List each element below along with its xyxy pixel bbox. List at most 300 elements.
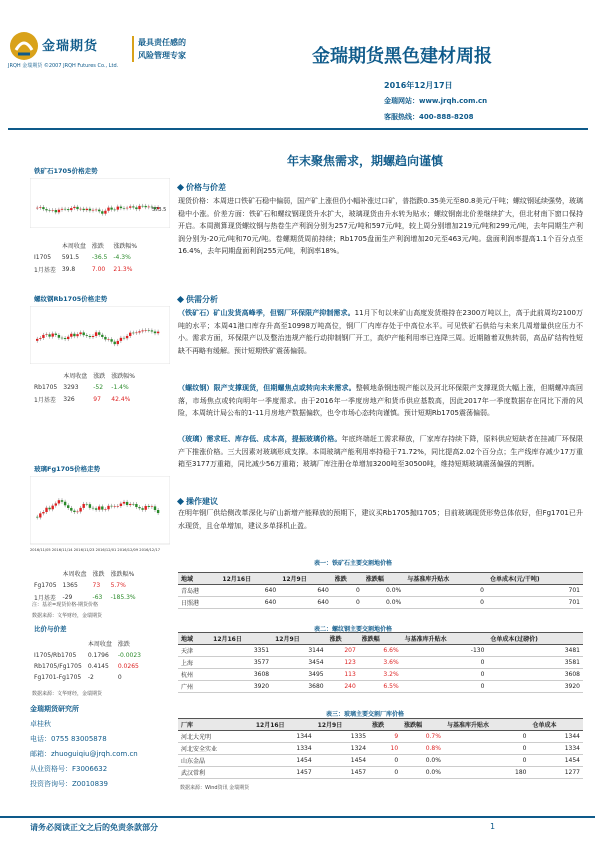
candle-body (61, 500, 63, 502)
candle-body (64, 338, 66, 339)
col-header: 涨跌 (327, 633, 359, 645)
candle-body (83, 209, 85, 210)
main-title: 年末聚焦需求，期螺趋向谨慎 (287, 154, 444, 168)
row-label: I1705 (34, 254, 52, 261)
candle-body (120, 338, 122, 341)
cell: 3.6% (359, 657, 402, 669)
supply-glass-paragraph (178, 433, 583, 471)
cell: 123 (327, 657, 359, 669)
cell: 1457 (253, 767, 315, 779)
table-row (178, 669, 583, 681)
col-header: 12月16日 (219, 573, 279, 585)
cell: 3.2% (359, 669, 402, 681)
cell: -130 (402, 645, 488, 657)
candle-body (138, 206, 140, 209)
change-value: 0.0265 (117, 663, 139, 670)
candle-body (104, 337, 106, 340)
close-value: 326 (63, 396, 75, 403)
row-label: I1705/Rb1705 (34, 652, 77, 659)
slogan-line-2: 风险管理专家 (138, 51, 186, 60)
logo-name: 金瑞期货 (42, 39, 99, 54)
candle-body (67, 209, 69, 210)
advisory-number: 投资咨询号：Z0010839 (30, 780, 108, 788)
candle-body (83, 332, 85, 335)
candle-body (48, 334, 50, 336)
candle-body (45, 334, 47, 335)
cell: 3920 (210, 681, 272, 693)
candle-body (126, 502, 128, 505)
cell: 山东金晶 (178, 755, 253, 767)
col-header: 涨跌幅 (401, 719, 444, 731)
table-row (178, 597, 583, 609)
section-supply-heading (178, 294, 218, 305)
cell: 3608 (487, 669, 583, 681)
candle-body (132, 504, 134, 505)
candle-body (141, 508, 143, 510)
cell: 1324 (315, 743, 369, 755)
candle-body (148, 330, 150, 331)
table-row (32, 383, 137, 392)
glass-lead: （玻璃）需求旺、库存低、成本高，提振玻璃价格。 (178, 435, 342, 443)
candle-body (36, 208, 38, 209)
cell: 天津 (178, 645, 210, 657)
candle-body (138, 507, 140, 508)
candle-body (58, 210, 60, 213)
candle-body (138, 331, 140, 332)
row-label: 1月基差 (34, 595, 56, 602)
candle-body (48, 508, 50, 510)
section-ops-title: 操作建议 (186, 497, 218, 506)
cell: 113 (327, 669, 359, 681)
table-row (32, 662, 143, 671)
candle-body (154, 506, 156, 510)
cell: 3144 (272, 645, 327, 657)
candle-body (55, 334, 57, 335)
col-header: 本周收盘 (87, 641, 112, 648)
ore-candlestick-chart (30, 178, 170, 228)
table-header-row (178, 633, 583, 645)
table-row (32, 651, 143, 660)
candle-body (89, 336, 91, 337)
candle-body (42, 207, 44, 209)
candle-body (145, 330, 147, 331)
col-header: 与基准库升贴水 (404, 573, 487, 585)
col-header: 厂库 (178, 719, 253, 731)
cell: 640 (219, 585, 279, 597)
logo-mark-icon (8, 30, 40, 62)
change-value: 0 (117, 674, 122, 681)
candle-body (79, 209, 81, 210)
cell: 1277 (529, 767, 583, 779)
glass-summary-table (30, 566, 140, 605)
change-value: -0.0023 (117, 652, 141, 659)
ore-text: 11月下旬以来矿山高度发货维持在2300万吨以上，高于此前周均2100万吨的水平；本周41港口库存升高至10998万吨高位，钢厂厂内库存处于中高位水平。可见铁矿石供给与未来几周增量供应压力不小。需求方面，环保限产以及整治违规产能行动抑制钢厂开工，高炉产能利用率已连降三周。近期随着双焦转弱，高品矿结构性短缺不再略有缓解。预计短期铁矿震荡偏弱。 (178, 309, 584, 355)
candle-body (110, 339, 112, 341)
cell: 3454 (272, 657, 327, 669)
pct-value: -185.3% (110, 594, 136, 601)
candle-body (154, 332, 156, 334)
cell: 0 (404, 585, 487, 597)
candle-body (141, 330, 143, 331)
candle-body (92, 508, 94, 509)
candle-body (52, 506, 54, 510)
change-value: -36.5 (91, 254, 108, 261)
rebar-price-table (178, 632, 583, 693)
rebar-price-chart (30, 306, 170, 364)
col-header: 地域 (178, 573, 219, 585)
table-header-row (32, 240, 139, 251)
glass-candlestick-chart (30, 476, 170, 552)
candle-body (129, 504, 131, 505)
cell: 3481 (487, 645, 583, 657)
candle-body (61, 209, 63, 210)
candle-body (98, 210, 100, 212)
close-value: 39.8 (61, 266, 76, 273)
col-header: 12月16日 (253, 719, 315, 731)
candle-body (117, 506, 119, 507)
row-label: Rb1705/Fg1705 (34, 663, 82, 670)
candle-body (76, 512, 78, 513)
cell: 640 (279, 597, 332, 609)
candle-body (70, 334, 72, 337)
close-value: 0.1796 (87, 652, 109, 659)
cell: 广州 (178, 681, 210, 693)
table-row (178, 755, 583, 767)
pct-value: 21.3% (113, 266, 133, 273)
candle-body (129, 333, 131, 336)
rebar-lead: （螺纹钢）限产支撑现货，但期螺焦点或转向未来需求。 (178, 384, 356, 392)
candle-body (95, 508, 97, 509)
section-price-title: 价格与价差 (186, 183, 226, 192)
cell: 3608 (210, 669, 272, 681)
candle-body (89, 209, 91, 211)
candle-body (79, 332, 81, 334)
candle-body (123, 208, 125, 209)
slogan-divider (132, 36, 134, 62)
col-header: 涨跌幅 (363, 573, 404, 585)
cell: 3495 (272, 669, 327, 681)
candle-body (132, 206, 134, 207)
col-header: 12月16日 (210, 633, 272, 645)
candle-body (42, 512, 44, 513)
col-header: 涨跌 (91, 243, 104, 250)
close-value: 1365 (62, 582, 78, 589)
table-header-row (32, 568, 138, 579)
col-header: 涨跌幅% (111, 373, 135, 380)
rebar-candlestick-chart (30, 306, 170, 364)
supply-ore-paragraph (178, 307, 583, 357)
col-header: 涨跌 (117, 641, 130, 648)
row-label: Rb1705 (34, 384, 58, 391)
candle-body (120, 207, 122, 209)
bullet-icon (177, 296, 184, 303)
candle-body (148, 506, 150, 507)
candle-body (64, 502, 66, 506)
cell: 1454 (253, 755, 315, 767)
candle-body (36, 339, 38, 341)
candle-body (107, 208, 109, 211)
candle-body (123, 502, 125, 504)
candle-body (145, 206, 147, 207)
cell: 0 (402, 681, 488, 693)
close-value: 3293 (63, 384, 79, 391)
candle-body (45, 209, 47, 210)
table-row (178, 681, 583, 693)
candle-body (70, 508, 72, 511)
candle-body (148, 207, 150, 208)
candle-body (39, 207, 41, 208)
ore-summary-table (30, 238, 141, 277)
basis-note: 注：基差=现货价格-期货价格 (32, 602, 98, 608)
col-header: 涨跌幅% (110, 571, 135, 578)
candle-body (76, 334, 78, 336)
col-header: 仓单成本 (529, 719, 583, 731)
ore-chart-title: 铁矿石1705价格走势 (34, 167, 98, 175)
cell: 640 (219, 597, 279, 609)
website-link[interactable]: 金瑞网站：www.jrqh.com.cn (384, 97, 488, 105)
col-header: 涨跌 (93, 373, 106, 380)
cell: 0 (332, 597, 363, 609)
cell: 3577 (210, 657, 272, 669)
cell: 0.0% (363, 585, 404, 597)
col-header: 与基准库升贴水 (444, 719, 530, 731)
col-header: 涨跌 (92, 571, 105, 578)
candle-body (42, 335, 44, 338)
section-ops-heading (178, 496, 218, 507)
table3-caption: 表三：玻璃主要交割厂库价格 (326, 711, 405, 718)
candle-body (39, 338, 41, 339)
section-price-text: 现货价格：本周进口铁矿石稳中偏弱，国产矿上涨但仍小幅补涨过口矿，普指跌0.35美元至80.8美元/干吨；螺纹钢延续强势，玻璃稳中小涨。价差方面：铁矿石和螺纹钢现货升水扩大，玻璃现货由升水转为贴水；螺纹钢南北价差继续扩大，但北材南下窗口保持开启。本周测算现货螺纹钢与热卷生产利润分别为257元/吨和597元/吨，较上周分别增加219元/吨和299元/吨，去年同期生产利润分别为-20元/吨和70元/吨。卷螺期货周前持续；Rb1705盘面生产利润增加20元至463元/吨。盘面利润率提高1.1个百分点至16.4%，去年同期盘面利润255元/吨，利润率18%。 (178, 197, 583, 256)
table-row (32, 394, 137, 405)
candle-body (104, 211, 106, 214)
cell: 10 (369, 743, 401, 755)
table-row (178, 657, 583, 669)
pct-value: 42.4% (111, 396, 131, 403)
cell: 青岛港 (178, 585, 219, 597)
col-header: 本周收盘 (61, 243, 86, 250)
table-row (178, 645, 583, 657)
cell: 日照港 (178, 597, 219, 609)
candle-body (135, 207, 137, 209)
col-header: 12月9日 (315, 719, 369, 731)
cell: 上海 (178, 657, 210, 669)
candle-body (135, 504, 137, 507)
bullet-icon (177, 184, 184, 191)
col-header: 与基准库升贴水 (402, 633, 488, 645)
rebar-chart-title: 螺纹钢Rb1705价格走势 (34, 295, 108, 303)
row-label: Fg1705 (34, 582, 57, 589)
close-value: 591.5 (61, 254, 80, 261)
bullet-icon (177, 498, 184, 505)
candle-body (101, 335, 103, 337)
candle-body (101, 211, 103, 213)
analyst-email[interactable]: 邮箱：zhuoguiqiu@jrqh.com.cn (30, 750, 138, 758)
cell: 6.6% (359, 645, 402, 657)
candle-body (86, 209, 88, 210)
cell: 0 (444, 743, 530, 755)
research-org: 金瑞期货研究所 (30, 705, 79, 713)
table-row (178, 731, 583, 743)
supply-rebar-paragraph (178, 382, 583, 420)
change-value: -63 (92, 594, 103, 601)
ratio-source: 数据来源：文华财经，金瑞期货 (32, 691, 103, 697)
cell: 1334 (529, 743, 583, 755)
candle-body (92, 336, 94, 337)
glass-text: 年底终端赶工需求释放，厂家库存持续下降，原料供应短缺者在挂减厂环保限产下推涨价格。三大因素对玻璃形成支撑。本周玻璃产能利用率持稳于71.72%，同比提高2.02个百分点；生产线库存减少17万重箱至3177万重箱，同比减少56万重箱；玻璃厂库注册仓单增加3200吨至30500吨，维持短期玻璃震荡偏强的判断。 (178, 435, 584, 469)
ore-price-table (178, 572, 583, 609)
col-header: 本周收盘 (62, 571, 87, 578)
cell: 0 (402, 657, 488, 669)
table-header-row (178, 719, 583, 731)
change-value: -52 (93, 384, 104, 391)
cell: 0 (369, 767, 401, 779)
cell: 0 (404, 597, 487, 609)
ratio-table (30, 636, 145, 684)
table-row (178, 585, 583, 597)
slogan-line-1: 最具责任感的 (138, 38, 186, 47)
cell: 1454 (315, 755, 369, 767)
page-number: 1 (490, 822, 496, 831)
cell: 1457 (315, 767, 369, 779)
pct-value: 5.7% (110, 582, 126, 589)
candle-body (92, 210, 94, 211)
table-row (32, 673, 143, 682)
candle-body (117, 341, 119, 344)
candle-body (67, 337, 69, 339)
cell: 1344 (529, 731, 583, 743)
candle-body (73, 511, 75, 512)
candle-body (61, 338, 63, 339)
candle-body (101, 506, 103, 509)
candle-body (73, 334, 75, 336)
candle-body (129, 206, 131, 207)
table-row (32, 581, 138, 590)
slogan (138, 36, 186, 62)
candle-body (107, 339, 109, 340)
cell: 0.0% (401, 767, 444, 779)
pct-value: -1.4% (111, 384, 129, 391)
candle-body (120, 504, 122, 506)
cell: 1334 (253, 743, 315, 755)
candle-body (114, 210, 116, 211)
col-header: 12月9日 (279, 573, 332, 585)
cell: 3351 (210, 645, 272, 657)
glass-price-chart (30, 476, 170, 552)
section-supply-title: 供需分析 (186, 295, 218, 304)
glass-chart-title: 玻璃Fg1705价格走势 (34, 465, 101, 473)
change-value: 97 (93, 396, 101, 403)
rebar-text: 整顿地条钢违规产能以及河北环保限产支撑现货大幅上涨，但期螺冲高回落，市场焦点或转向明年一季度需求。由于2016年一季度房地产和货币供应基数高，因此2017年一季度数据存在同比下滑的风险，本周统计局公布的1-11月房地产数据偏软，也令市场心态转向谨慎。预计短期Rb1705震荡偏弱。 (178, 384, 584, 418)
cell: 0 (369, 755, 401, 767)
table2-caption: 表二：螺纹钢主要交割地价格 (314, 626, 393, 633)
glass-price-table (178, 718, 583, 779)
cell: 1344 (253, 731, 315, 743)
close-value: -29 (62, 594, 73, 601)
candle-body (39, 513, 41, 517)
candle-body (55, 503, 57, 505)
company-logo (8, 30, 128, 70)
table-row (32, 264, 139, 275)
table3-source: 数据来源：Wind资讯 金瑞期货 (180, 785, 250, 791)
ore-lead: （铁矿石）矿山发货高峰季，但钢厂环保限产抑制需求。 (178, 309, 355, 317)
cell: 701 (487, 597, 583, 609)
candle-body (114, 506, 116, 507)
table-row (32, 253, 139, 262)
col-header: 仓单成本(元/干吨) (487, 573, 583, 585)
col-header: 涨跌幅 (359, 633, 402, 645)
candle-body (70, 208, 72, 210)
cell: 207 (327, 645, 359, 657)
hotline: 客服热线：400-888-8208 (384, 113, 474, 121)
cell: 701 (487, 585, 583, 597)
candle-body (58, 500, 60, 503)
cell: 1454 (529, 755, 583, 767)
col-header: 仓单成本(过磅价) (487, 633, 583, 645)
candle-body (141, 206, 143, 207)
table-row (178, 743, 583, 755)
cell: 0.7% (401, 731, 444, 743)
report-date: 2016年12月17日 (384, 81, 453, 90)
col-header: 涨跌 (332, 573, 363, 585)
cell: 0 (402, 669, 488, 681)
header-divider (8, 128, 588, 130)
rebar-summary-table (30, 368, 139, 407)
cell: 3581 (487, 657, 583, 669)
row-label: Fg1701-Fg1705 (34, 674, 82, 681)
contact-block (30, 702, 170, 792)
close-value: 0.4145 (87, 663, 109, 670)
close-value: -2 (87, 674, 94, 681)
candle-body (126, 208, 128, 209)
cell: 河北大光明 (178, 731, 253, 743)
cell: 240 (327, 681, 359, 693)
table-row (178, 767, 583, 779)
cell: 180 (444, 767, 530, 779)
candle-body (110, 208, 112, 210)
candle-body (151, 506, 153, 507)
candle-body (86, 504, 88, 505)
pct-value: -4.3% (113, 254, 131, 261)
cell: 河北安全实业 (178, 743, 253, 755)
candle-body (110, 506, 112, 507)
candle-body (52, 334, 54, 337)
glass-x-axis-label: 2016/11/05 2016/11/14 2016/11/23 2016/12/01 2016/12/09 2016/12/17 (30, 548, 160, 552)
candle-body (36, 517, 38, 518)
candle-body (58, 335, 60, 338)
ore-last-label: 573.5 (152, 207, 167, 213)
cell: 3920 (487, 681, 583, 693)
disclaimer-notice: 请务必阅读正文之后的免责条款部分 (30, 823, 158, 832)
report-title: 金瑞期货黑色建材周报 (312, 46, 492, 67)
candle-body (67, 505, 69, 508)
candle-body (104, 509, 106, 510)
table-header-row (32, 370, 137, 381)
candle-body (95, 210, 97, 211)
candle-body (123, 338, 125, 339)
candle-body (135, 333, 137, 334)
candle-body (79, 508, 81, 512)
candle-body (98, 332, 100, 335)
qualification-number: 从业资格号：F3006632 (30, 765, 108, 773)
col-header: 本周收盘 (63, 373, 88, 380)
glass-source: 数据来源：文华财经，金瑞期货 (32, 613, 103, 619)
candle-body (55, 210, 57, 212)
table-header-row (32, 638, 143, 649)
candle-body (73, 207, 75, 208)
section-price-heading (178, 182, 226, 193)
col-header: 涨跌幅% (113, 243, 138, 250)
candle-body (126, 336, 128, 338)
